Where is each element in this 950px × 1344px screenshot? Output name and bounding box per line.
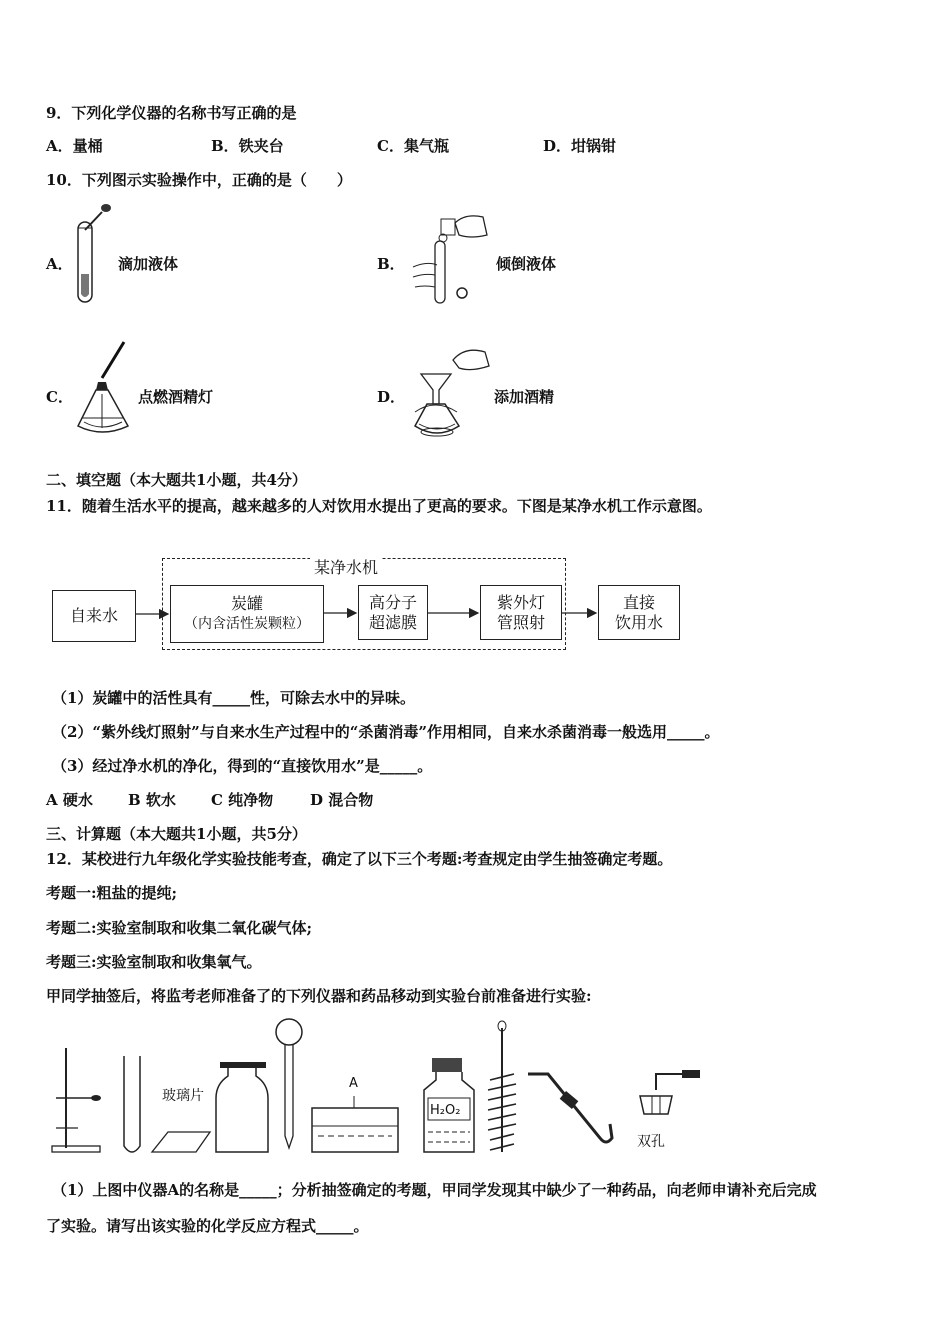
- iron-stand-icon: [52, 1048, 101, 1152]
- input-label: 自来水: [69, 606, 118, 625]
- uv-line1: 紫外灯: [496, 592, 545, 612]
- h2o2-label: H₂O₂: [430, 1103, 461, 1118]
- glass-slide-label: 玻璃片: [162, 1088, 204, 1104]
- q10-option-a-letter: A．: [46, 255, 73, 273]
- double-hole-stopper-icon: [640, 1070, 700, 1114]
- purifier-title: 某净水机: [310, 558, 382, 578]
- q11-sub3: （3）经过净水机的净化，得到的“直接饮用水”是_____。: [52, 757, 433, 775]
- apparatus-row: [0, 1010, 950, 1170]
- section3-heading: 三、计算题（本大题共1小题，共5分）: [46, 825, 307, 843]
- q11-stem: 11．随着生活水平的提高，越来越多的人对饮用水提出了更高的要求。下图是某净水机工作示意图。: [46, 497, 712, 515]
- q9-stem: 9．下列化学仪器的名称书写正确的是: [46, 104, 297, 122]
- q12-sub1-line1: （1）上图中仪器A的名称是_____；分析抽签确定的考题，甲同学发现其中缺少了一种药品，向老师申请补充后完成: [52, 1181, 817, 1199]
- q12-stem: 12．某校进行九年级化学实验技能考查，确定了以下三个考题:考查规定由学生抽签确定考题。: [46, 850, 673, 868]
- delivery-tube-icon: [528, 1074, 612, 1142]
- q10-option-d-letter: D．: [377, 388, 406, 406]
- q11-choice-d: D 混合物: [310, 791, 374, 809]
- q10-option-d-label: 添加酒精: [494, 388, 555, 406]
- membrane-line2: 超滤膜: [368, 612, 417, 632]
- double-hole-label: 双孔: [637, 1134, 665, 1150]
- glass-slide-icon: [152, 1132, 210, 1152]
- section2-heading: 二、填空题（本大题共1小题，共4分）: [46, 471, 307, 489]
- q9-option-b: B．铁夹台: [211, 137, 284, 155]
- q12-topic3: 考题三:实验室制取和收集氧气。: [46, 953, 262, 971]
- q10-option-c-label: 点燃酒精灯: [138, 388, 214, 406]
- q12-intro: 甲同学抽签后，将监考老师准备了的下列仪器和药品移动到实验台前准备进行实验:: [46, 987, 592, 1005]
- test-tube-icon: [124, 1056, 140, 1152]
- q11-sub1: （1）炭罐中的活性具有_____性，可除去水中的异味。: [52, 689, 415, 707]
- q11-choice-c: C 纯净物: [211, 791, 274, 809]
- q10-option-c-letter: C．: [46, 388, 73, 406]
- water-trough-icon: [312, 1096, 398, 1152]
- q12-topic1: 考题一:粗盐的提纯;: [46, 884, 178, 902]
- carbon-tank-line2: （内含活性炭颗粒）: [184, 616, 310, 632]
- q10-option-b-letter: B．: [377, 255, 405, 273]
- output-line1: 直接: [622, 592, 655, 612]
- q9-option-c: C．集气瓶: [377, 137, 449, 155]
- membrane-line1: 高分子: [368, 592, 417, 612]
- q9-option-a: A．量桶: [46, 137, 103, 155]
- q11-choice-a: A 硬水: [46, 791, 93, 809]
- q10-stem: 10．下列图示实验操作中，正确的是（ ）: [46, 171, 352, 189]
- q11-sub2: （2）“紫外线灯照射”与自来水生产过程中的“杀菌消毒”作用相同，自来水杀菌消毒一般选用_____。: [52, 723, 720, 741]
- long-neck-funnel-icon: [276, 1019, 302, 1148]
- carbon-tank-line1: 炭罐: [230, 594, 263, 613]
- q12-topic2: 考题二:实验室制取和收集二氧化碳气体;: [46, 919, 313, 937]
- trough-a-label: A: [349, 1076, 358, 1091]
- q12-sub1-line2: 了实验。请写出该实验的化学反应方程式_____。: [46, 1217, 369, 1235]
- output-line2: 饮用水: [614, 612, 663, 632]
- q10-option-b-label: 倾倒液体: [496, 255, 557, 273]
- test-tube-brush-icon: [488, 1021, 516, 1152]
- q9-option-d: D．坩锅钳: [543, 137, 617, 155]
- gas-collecting-bottle-icon: [216, 1062, 268, 1152]
- q11-choice-b: B 软水: [128, 791, 176, 809]
- q10-option-a-label: 滴加液体: [118, 255, 179, 273]
- uv-line2: 管照射: [496, 612, 545, 632]
